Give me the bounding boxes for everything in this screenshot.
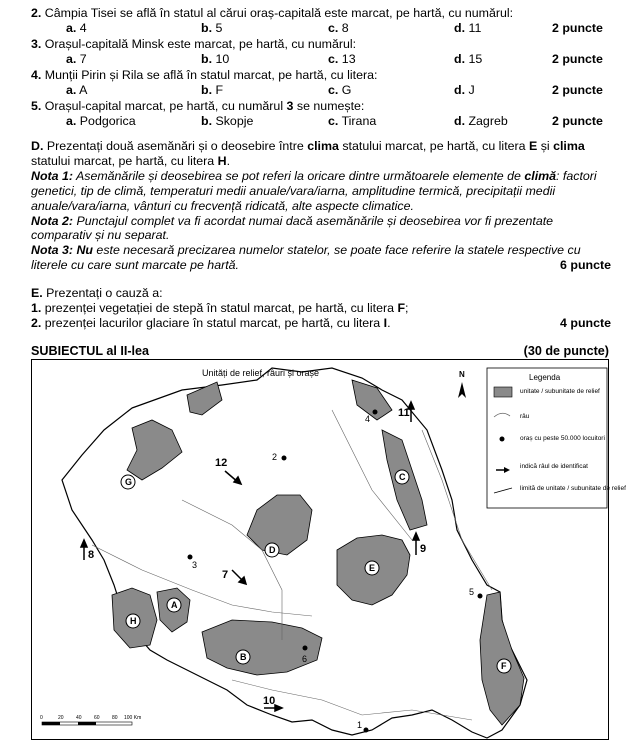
- svg-text:N: N: [459, 370, 465, 379]
- map-frame: [31, 360, 626, 740]
- option-5d: d. Zagreb: [454, 114, 508, 128]
- option-4d: d. J: [454, 83, 475, 97]
- option-3d: d. 15: [454, 52, 483, 66]
- city-dot-icon: [500, 437, 505, 442]
- option-2b: b. 5: [201, 21, 223, 35]
- svg-text:G: G: [125, 477, 133, 487]
- option-4c: c. G: [328, 83, 352, 97]
- option-4b: b. F: [201, 83, 224, 97]
- relief-g: [127, 420, 182, 480]
- svg-text:oraș cu peste 50.000 locuitori: oraș cu peste 50.000 locuitori: [520, 435, 605, 442]
- map-legend: [487, 368, 626, 508]
- city-5-dot: [478, 594, 483, 599]
- svg-text:1: 1: [357, 720, 363, 730]
- question-3: 3. Orașul-capitală Minsk este marcat, pe hartă, cu numărul:: [31, 37, 357, 51]
- option-2a: a. 4: [66, 21, 87, 35]
- svg-text:3: 3: [192, 560, 198, 570]
- cities: [188, 410, 483, 733]
- svg-text:80: 80: [112, 715, 118, 721]
- option-3a: a. 7: [66, 52, 87, 66]
- country-outline: [62, 368, 527, 738]
- svg-text:E: E: [369, 563, 376, 573]
- svg-text:2: 2: [272, 452, 278, 462]
- city-1-dot: [364, 728, 369, 733]
- question-5: 5. Orașul-capital marcat, pe hartă, cu numărul 3 se numește:: [31, 99, 365, 113]
- map-title: Unități de relief, râuri și orașe: [202, 368, 320, 378]
- svg-text:C: C: [399, 472, 406, 482]
- svg-text:A: A: [171, 600, 178, 610]
- option-5a: a. Podgorica: [66, 114, 136, 128]
- svg-text:9: 9: [420, 543, 427, 555]
- svg-text:0: 0: [40, 715, 43, 721]
- points-5: 2 puncte: [552, 114, 603, 128]
- svg-text:limită de unitate / subunitate: limită de unitate / subunitate de relief: [520, 485, 626, 492]
- points-3: 2 puncte: [552, 52, 603, 66]
- svg-text:râu: râu: [520, 413, 530, 420]
- svg-text:4: 4: [365, 414, 371, 424]
- option-2c: c. 8: [328, 21, 349, 35]
- city-4-dot: [373, 410, 378, 415]
- svg-text:6: 6: [302, 654, 308, 664]
- svg-text:11: 11: [398, 407, 410, 419]
- option-4a: a. A: [66, 83, 88, 97]
- svg-text:60: 60: [94, 715, 100, 721]
- relief-north: [352, 380, 392, 420]
- option-2d: d. 11: [454, 21, 482, 35]
- city-2-dot: [282, 456, 287, 461]
- city-6-dot: [303, 646, 308, 651]
- svg-text:Legenda: Legenda: [529, 373, 561, 382]
- svg-text:H: H: [130, 616, 137, 626]
- svg-text:8: 8: [88, 549, 95, 561]
- relief-swatch-icon: [494, 387, 512, 397]
- points-4: 2 puncte: [552, 83, 603, 97]
- scale-bar: [40, 715, 141, 725]
- svg-text:B: B: [240, 652, 247, 662]
- section-e: E. Prezentați o cauză a: 1. prezenței vegetației de stepă în statul marcat, pe hartă, cu litera F; 2. prezenței lacurilor glaciare în statul marcat, pe hartă, cu litera I. 4 puncte: [31, 286, 611, 330]
- city-3-dot: [188, 555, 193, 560]
- option-3b: b. 10: [201, 52, 230, 66]
- svg-text:indică râul de identificat: indică râul de identificat: [520, 463, 588, 470]
- svg-text:12: 12: [215, 457, 228, 469]
- svg-text:F: F: [501, 661, 507, 671]
- question-4: 4. Munții Pirin și Rila se află în statul marcat, pe hartă, cu litera:: [31, 68, 378, 82]
- svg-text:5: 5: [469, 587, 475, 597]
- points-2: 2 puncte: [552, 21, 603, 35]
- option-5b: b. Skopje: [201, 114, 254, 128]
- points-e: 4 puncte: [560, 315, 611, 330]
- subject-heading: SUBIECTUL al II-lea (30 de puncte): [31, 344, 609, 358]
- svg-text:20: 20: [58, 715, 64, 721]
- relief-units: [112, 380, 524, 725]
- svg-text:100 Km: 100 Km: [124, 715, 142, 721]
- svg-text:40: 40: [76, 715, 82, 721]
- romania-relief-map: [32, 360, 626, 740]
- svg-text:D: D: [269, 545, 276, 555]
- svg-text:7: 7: [222, 569, 229, 581]
- question-2: 2. Câmpia Tisei se află în statul al cărui oraș-capitală este marcat, pe hartă, cu numărul:: [31, 6, 514, 20]
- north-arrow-icon: [458, 370, 466, 398]
- svg-text:unitate / subunitate de relief: unitate / subunitate de relief: [520, 388, 600, 395]
- svg-text:10: 10: [263, 695, 276, 707]
- option-5c: c. Tirana: [328, 114, 377, 128]
- points-d: 6 puncte: [560, 258, 611, 273]
- section-d: D. Prezentați două asemănări și o deosebire între clima statului marcat, pe hartă, cu litera E și clima statului marcat, pe hartă, cu litera H. Nota 1: Asemănările și deosebirea se pot referi la oricare dintre următoarele elemente de climă: factori genetici, tip de climă, temperaturi medii anuale/vara/iarna, amplitudine termică, precipitații medii anuale/vara/iarna, vânturi cu frecvență ridicată, alte aspecte climatice. Nota 2: Punctajul complet va fi acordat numai dacă asemănările și deosebirea vor fi prezentate comparativ și nu separat. Nota 3: Nu este necesară precizarea numelor statelor, se poate face referire la statele respective cu literele cu care sunt marcate pe hartă. 6 puncte: [31, 139, 611, 273]
- option-3c: c. 13: [328, 52, 356, 66]
